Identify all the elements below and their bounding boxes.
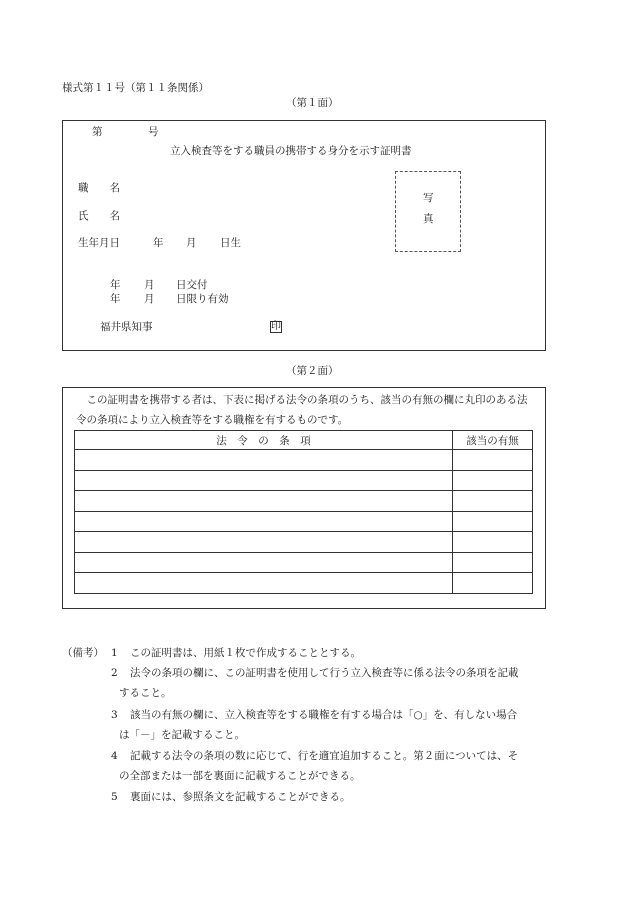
back-intro: この証明書を携帯する者は、下表に掲げる法令の条項のうち、該当の有無の欄に丸印のある法令の条項により立入検査等をする職権を有するものです。 <box>76 394 528 426</box>
table-row <box>75 450 533 471</box>
law-clause-cell <box>75 511 453 532</box>
issue-month-unit: 月 <box>144 279 155 291</box>
law-clause-cell <box>75 532 453 553</box>
note-text: 法令の条項の欄に、この証明書を使用して行う立入検査等に係る法令の条項を記載 <box>130 667 519 679</box>
applicability-cell <box>453 491 533 512</box>
note-text-continued: は「－」を記載すること。 <box>119 729 245 741</box>
applicability-cell <box>453 532 533 553</box>
expiry-year-unit: 年 <box>110 293 121 305</box>
expiry-month-unit: 月 <box>144 293 155 305</box>
certificate-number-prefix: 第 <box>92 126 103 138</box>
certificate-title: 立入検査等をする職員の携帯する身分を示す証明書 <box>170 145 412 157</box>
note-text: 裏面には、参照条文を記載することができる。 <box>130 791 351 803</box>
note-text-continued: の全部または一部を裏面に記載することができる。 <box>119 770 361 782</box>
note-number: 1 <box>111 647 118 659</box>
law-table-header <box>75 431 533 450</box>
applicability-cell <box>453 511 533 532</box>
law-clause-cell <box>75 470 453 491</box>
table-row <box>75 532 533 553</box>
table-row <box>75 470 533 491</box>
applicability-cell <box>453 450 533 471</box>
expiry-date-text: 日限り有効 <box>176 293 229 305</box>
law-clause-cell <box>75 450 453 471</box>
table-row <box>75 511 533 532</box>
notes-label: （備考） <box>62 647 104 659</box>
birth-date-label: 生年月日 <box>78 237 120 249</box>
applicability-cell <box>453 470 533 491</box>
table-row <box>75 552 533 573</box>
note-text: 該当の有無の欄に、立入検査等をする職権を有する場合は「○」を、有しない場合 <box>130 709 518 721</box>
issue-date-text: 日交付 <box>176 279 208 291</box>
law-table <box>74 430 533 594</box>
seal-mark: 印 <box>271 321 281 332</box>
law-clause-cell <box>75 552 453 573</box>
certificate-number-suffix: 号 <box>148 126 159 138</box>
photo-area <box>395 171 461 252</box>
issuer-name: 福井県知事 <box>100 321 153 333</box>
photo-char-2: 真 <box>423 213 434 225</box>
law-clause-cell <box>75 491 453 512</box>
back-label: （第２面） <box>286 365 339 377</box>
table-row <box>75 573 533 594</box>
birth-day-unit: 日生 <box>220 237 241 249</box>
applicability-cell <box>453 573 533 594</box>
photo-char-1: 写 <box>423 192 434 204</box>
table-row <box>75 491 533 512</box>
note-number: 2 <box>111 667 118 679</box>
note-number: 4 <box>111 750 118 762</box>
law-clause-cell <box>75 573 453 594</box>
front-label: （第１面） <box>286 97 339 109</box>
note-number: 5 <box>111 791 118 803</box>
name-label: 氏 名 <box>78 210 120 222</box>
note-text: この証明書は、用紙１枚で作成することとする。 <box>130 647 361 659</box>
applicability-cell <box>453 552 533 573</box>
issue-year-unit: 年 <box>110 279 121 291</box>
note-text-continued: すること。 <box>119 687 172 699</box>
applicability-header: 該当の有無 <box>453 431 533 450</box>
form-number: 様式第１１号（第１１条関係） <box>62 82 209 94</box>
post-label: 職 名 <box>78 182 120 194</box>
birth-year-unit: 年 <box>153 237 164 249</box>
birth-month-unit: 月 <box>186 237 197 249</box>
law-clause-header: 法 令 の 条 項 <box>75 431 453 450</box>
note-text: 記載する法令の条項の数に応じて、行を適宜追加すること。第２面については、そ <box>130 750 519 762</box>
note-number: 3 <box>111 709 118 721</box>
